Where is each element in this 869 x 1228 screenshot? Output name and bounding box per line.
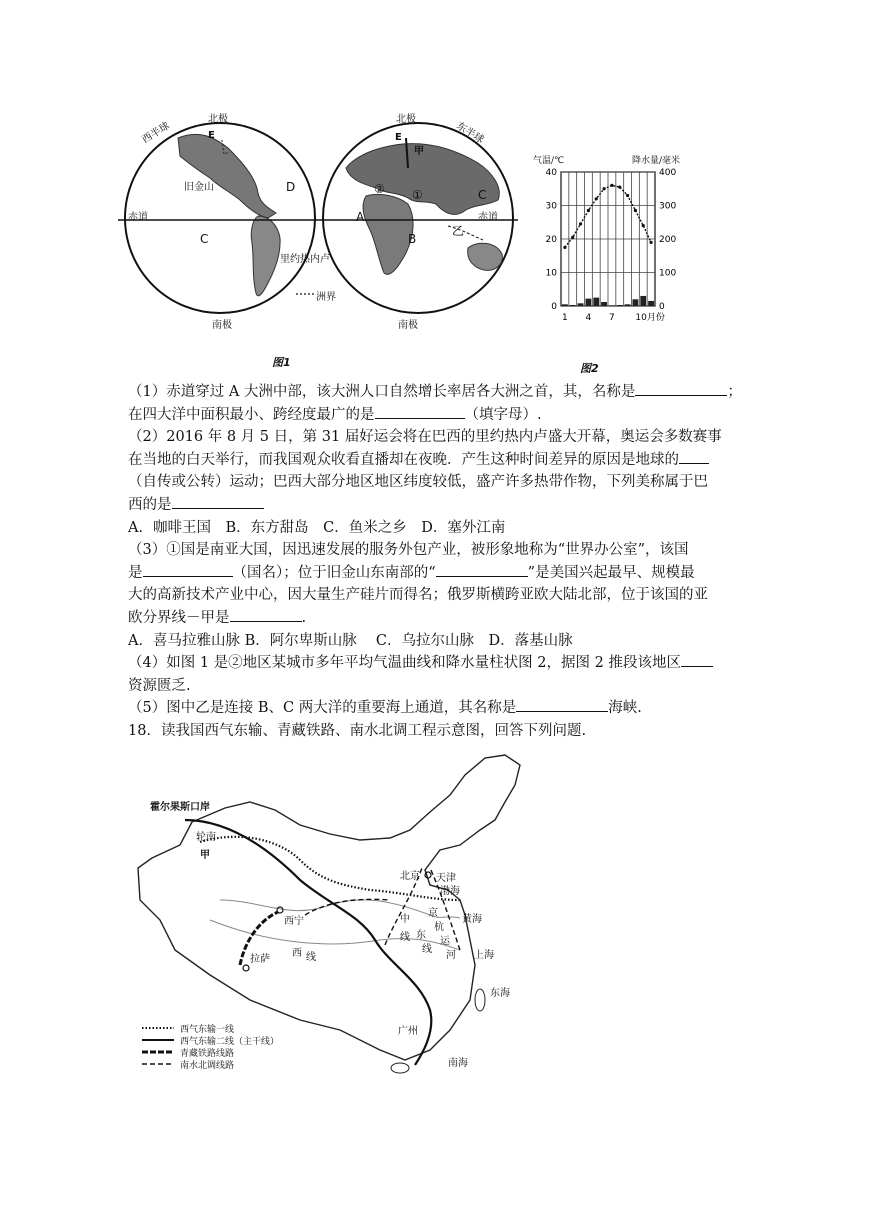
precipitation-bar [593,298,599,306]
east-B-label: B [408,232,417,246]
west-C-label: C [200,232,209,246]
temperature-point [634,209,637,212]
west-south-pole-label: 南极 [212,320,232,331]
map-beijing-label: 北京 [400,871,420,882]
map-legend-railway: 青藏铁路线路 [180,1049,235,1059]
q17-part3-options: A．喜马拉雅山脉 B．阿尔卑斯山脉 C．乌拉尔山脉 D．落基山脉 [128,632,573,649]
fig2-left-axis-label: 气温/℃ [533,156,565,166]
west-legend-continent-border: 洲界 [316,292,336,303]
climate-x-tick: 10月份 [635,313,665,323]
east-north-pole-label: 北极 [396,114,416,125]
east-C-label: C [478,188,487,202]
temperature-point [579,222,582,225]
precipitation-bar [570,305,576,306]
precipitation-bar [609,305,615,306]
west-equator-label: 赤道 [128,212,148,223]
q17-part5-line1: （5）图中乙是连接 B、C 两大洋的重要海上通道，其名称是 海峡. [128,697,748,720]
map-jia-label: 甲 [200,850,210,861]
map-lhasa-label: 拉萨 [250,954,270,965]
west-city-sf-label: 旧金山 [184,182,214,193]
map-jing-label: 京 [428,908,438,919]
precipitation-bar [640,296,646,306]
map-bohai-label: 渤海 [440,886,460,897]
q17-part2-line3: （自传或公转）运动；巴西大部分地区地区纬度较低，盛产许多热带作物，下列美称属于巴 [128,474,708,491]
climate-right-tick: 300 [659,201,677,212]
map-he-label: 河 [446,950,456,961]
precipitation-bar [586,299,592,306]
map-huanghai-label: 黄海 [462,914,482,925]
q17-part4-line2: 资源匮乏. [128,677,191,694]
precipitation-bar [578,303,584,306]
map-guangzhou-label: 广州 [398,1026,418,1037]
q17-part3-line1: （3）①国是南亚大国，因迅速发展的服务外包产业，被形象地称为“世界办公室”，该国 [128,542,689,559]
climate-right-tick: 100 [659,268,677,279]
temperature-point [571,236,574,239]
temperature-point [563,246,566,249]
map-xi-label: 西 [292,948,302,959]
climate-x-tick: 7 [609,313,615,323]
temperature-point [595,197,598,200]
east-jia-label: 甲 [414,146,424,157]
precipitation-bar [625,304,631,306]
climate-x-tick: 1 [562,313,568,323]
climate-right-tick: 200 [659,235,677,245]
q17-part2-line4: 西的是 [128,494,748,517]
temperature-point [602,187,605,190]
east-region-2-label: ② [374,182,385,196]
q17-part2-line2: 在当地的白天举行，而我国观众收看直播却在夜晚．产生这种时间差异的原因是地球的 [128,449,748,472]
q17-part4-line1: （4）如图 1 是②地区某城市多年平均气温曲线和降水量柱状图 2，据图 2 推段该地区 [128,652,748,675]
map-legend-line1: 西气东输一线 [180,1025,235,1035]
west-north-pole-label: 北极 [208,114,228,125]
precipitation-bar [617,305,623,306]
map-zhong-label: 中 [400,914,410,925]
q17-part1-line2: 在四大洋中面积最小、跨经度最广的是 （填字母）. [128,404,748,427]
climate-left-tick: 20 [545,235,557,245]
east-equator-label: 赤道 [478,212,498,223]
map-dong-label: 东 [416,930,426,941]
q17-part1-line1: （1）赤道穿过 A 大洲中部，该大洲人口自然增长率居各大洲之首，其，名称是 ； [128,381,748,404]
east-hemisphere-label: 东半球 [454,120,486,146]
west-D-label: D [286,180,296,194]
temperature-point [610,184,613,187]
climate-left-tick: 0 [551,302,557,312]
map-zhongxian-label: 线 [400,932,410,943]
temperature-point [626,194,629,197]
map-xian-label: 线 [306,952,316,963]
east-south-pole-label: 南极 [398,320,418,331]
figure2-caption: 图2 [580,362,599,375]
map-xining-label: 西宁 [284,916,304,927]
map-khorgos-label: 霍尔果斯口岸 [150,802,210,813]
climate-right-tick: 0 [659,302,665,312]
q17-part3-line4: 欧分界线－甲是 . [128,607,748,630]
map-hang-label: 杭 [434,922,444,933]
climate-left-tick: 30 [545,201,557,212]
map-dongxian-label: 线 [422,944,432,955]
east-E-label: E [395,132,402,143]
q17-part3-line2: 是 （国名）；位于旧金山东南部的“ ”是美国兴起最早、规模最 [128,562,748,585]
map-yun-label: 运 [440,936,450,947]
east-region-1-label: ① [412,188,423,202]
precipitation-bar [562,304,568,306]
q18-stem: 18．读我国西气东输、青藏铁路、南水北调工程示意图，回答下列问题. [128,722,587,739]
fig2-right-axis-label: 降水量/毫米 [632,156,681,166]
map-donghai-label: 东海 [490,988,510,999]
temperature-point [649,241,652,244]
map-legend-water: 南水北调线路 [180,1061,235,1071]
precipitation-bar [601,302,607,306]
figure2-climate-chart [533,164,683,330]
precipitation-bar [648,301,654,306]
q17-part2-options: A．咖啡王国 B．东方甜岛 C．鱼米之乡 D．塞外江南 [128,519,506,536]
figure1-caption: 图1 [272,356,291,369]
climate-left-tick: 10 [545,268,557,279]
map-luntai-label: 轮南 [196,832,216,843]
temperature-point [587,209,590,212]
map-tianjin-label: 天津 [436,873,456,884]
west-city-rio-label: 里约热内卢 [280,254,330,265]
temperature-point [642,224,645,227]
q17-part2-line1: （2）2016 年 8 月 5 日，第 31 届好运会将在巴西的里约热内卢盛大开幕，奥运会多数赛事 [128,429,722,446]
east-A-label: A [356,210,365,224]
map-legend-line2: 西气东输二线（主干线） [180,1037,280,1047]
precipitation-bar [633,299,639,306]
climate-right-tick: 400 [659,168,677,178]
q17-part3-line3: 大的高新技术产业中心，因大量生产硅片而得名；俄罗斯横跨亚欧大陆北部，位于该国的亚 [128,587,708,604]
climate-left-tick: 40 [545,168,557,178]
west-hemisphere-label: 西半球 [140,120,172,146]
temperature-point [618,185,621,188]
map-shanghai-label: 上海 [474,950,494,961]
question-17-block [128,381,748,743]
east-yi-label: 乙 [452,224,465,238]
map-nanhai-label: 南海 [448,1058,468,1069]
climate-x-tick: 4 [585,313,592,323]
west-E-label: E [208,130,215,141]
